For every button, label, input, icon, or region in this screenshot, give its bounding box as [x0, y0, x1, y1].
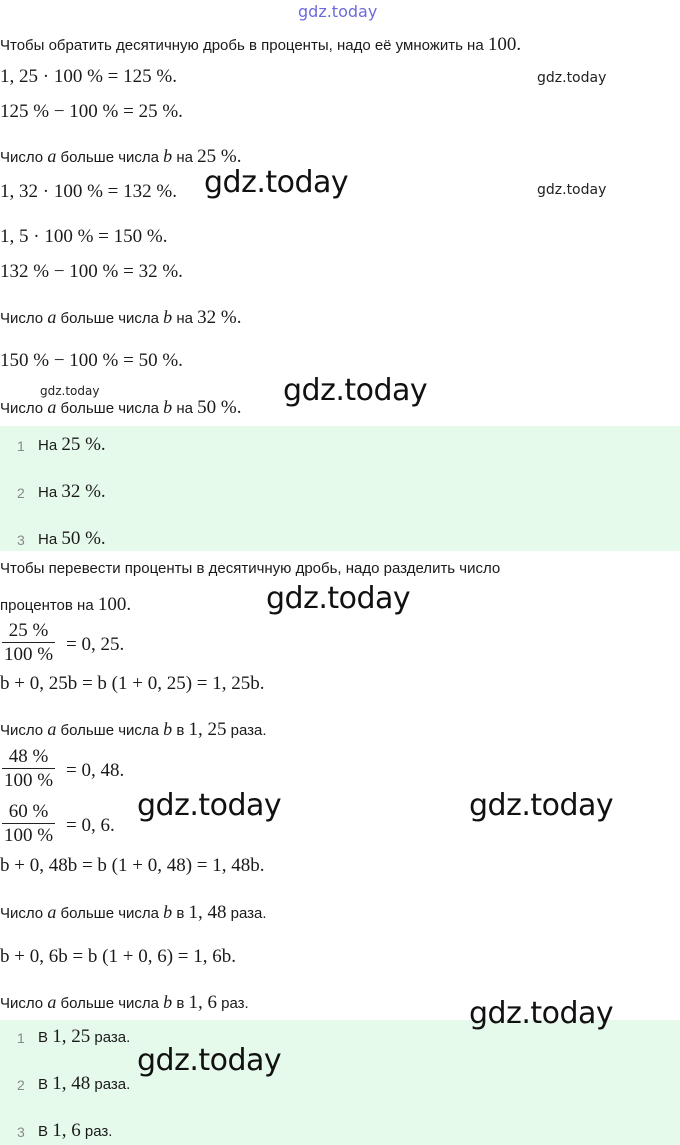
intro-label: процентов на: [0, 597, 94, 614]
fraction: [2, 801, 55, 848]
conclusion-unit: раза.: [230, 905, 267, 922]
answer-block: [0, 1020, 680, 1145]
watermark-large: gdz.today: [469, 996, 614, 1031]
variable-b: b: [163, 992, 173, 1012]
fraction-numerator: 25 %: [8, 620, 49, 641]
conclusion-prefix: Число: [0, 310, 44, 327]
fraction: [2, 746, 55, 793]
answer-value: 1, 25: [52, 1026, 91, 1047]
watermark-large: gdz.today: [469, 788, 614, 823]
answer-prefix: На: [38, 484, 58, 501]
answer-text: [38, 481, 106, 503]
variable-b: b: [163, 307, 173, 327]
variable-a: a: [47, 397, 57, 417]
watermark-large: gdz.today: [204, 165, 349, 200]
equation: 1, 25 · 100 % = 125 %.: [0, 66, 177, 87]
conclusion-mid: больше числа: [60, 310, 159, 327]
answer-value: 50 %.: [61, 528, 106, 549]
answer-number: 3: [17, 1124, 25, 1140]
conclusion-mid: больше числа: [60, 905, 159, 922]
watermark-small: gdz.today: [40, 384, 100, 398]
conclusion-in: в: [176, 995, 185, 1012]
conclusion-unit: раз.: [221, 995, 249, 1012]
answer-value: 25 %.: [61, 434, 106, 455]
answer-prefix: В: [38, 1029, 49, 1046]
watermark-small: gdz.today: [537, 70, 607, 86]
conclusion-value: 32 %.: [197, 307, 242, 328]
answer-prefix: На: [38, 531, 58, 548]
conclusion-value: 1, 6: [188, 992, 217, 1013]
conclusion-on: на: [176, 400, 193, 417]
variable-a: a: [47, 719, 57, 739]
answer-text: [38, 434, 106, 456]
fraction-result: = 0, 25.: [66, 634, 125, 655]
conclusion-in: в: [176, 905, 185, 922]
equation: 1, 5 · 100 % = 150 %.: [0, 226, 168, 247]
variable-a: a: [47, 992, 57, 1012]
answer-number: 2: [17, 1077, 25, 1093]
answer-prefix: На: [38, 437, 58, 454]
watermark-large: gdz.today: [283, 373, 428, 408]
equation: b + 0, 6b = b (1 + 0, 6) = 1, 6b.: [0, 946, 237, 967]
intro-number: 100.: [97, 594, 132, 615]
answer-text: [38, 1073, 130, 1095]
conclusion-value: 25 %.: [197, 146, 242, 167]
answer-number: 3: [17, 532, 25, 548]
conclusion-on: на: [176, 149, 193, 166]
fraction: [2, 620, 55, 667]
watermark-small: gdz.today: [537, 182, 607, 198]
conclusion-prefix: Число: [0, 149, 44, 166]
intro-number: 100.: [487, 34, 522, 55]
answer-value: 1, 48: [52, 1073, 91, 1094]
variable-a: a: [47, 146, 57, 166]
answer-text: [38, 528, 106, 550]
answer-unit: раз.: [84, 1123, 113, 1140]
conclusion-value: 1, 25: [188, 719, 227, 740]
variable-b: b: [163, 146, 173, 166]
equation: 1, 32 · 100 % = 132 %.: [0, 181, 177, 202]
variable-a: a: [47, 307, 57, 327]
equation: 150 % − 100 % = 50 %.: [0, 350, 183, 371]
intro-text: [0, 34, 521, 56]
answer-text: [38, 1026, 130, 1048]
answer-prefix: В: [38, 1076, 49, 1093]
answer-number: 1: [17, 1030, 25, 1046]
equation: 132 % − 100 % = 32 %.: [0, 261, 183, 282]
conclusion-prefix: Число: [0, 400, 44, 417]
equation: b + 0, 25b = b (1 + 0, 25) = 1, 25b.: [0, 673, 265, 694]
conclusion-value: 50 %.: [197, 397, 242, 418]
variable-b: b: [163, 719, 173, 739]
fraction-numerator: 48 %: [8, 746, 49, 767]
answer-block: [0, 426, 680, 551]
conclusion-mid: больше числа: [60, 400, 159, 417]
answer-value: 32 %.: [61, 481, 106, 502]
fraction-denominator: 100 %: [4, 770, 54, 791]
conclusion-line: [0, 902, 267, 924]
conclusion-in: в: [176, 722, 185, 739]
conclusion-mid: больше числа: [60, 149, 159, 166]
conclusion-value: 1, 48: [188, 902, 227, 923]
fraction-denominator: 100 %: [4, 825, 54, 846]
conclusion-mid: больше числа: [60, 722, 159, 739]
conclusion-prefix: Число: [0, 995, 44, 1012]
variable-a: a: [47, 902, 57, 922]
fraction-numerator: 60 %: [8, 801, 49, 822]
conclusion-unit: раза.: [230, 722, 267, 739]
fraction-result: = 0, 48.: [66, 760, 125, 781]
variable-b: b: [163, 397, 173, 417]
answer-number: 1: [17, 438, 25, 454]
conclusion-line: [0, 307, 241, 329]
intro-text-line2: [0, 594, 131, 616]
conclusion-prefix: Число: [0, 905, 44, 922]
fraction-denominator: 100 %: [4, 644, 54, 665]
answer-unit: раза.: [94, 1076, 131, 1093]
conclusion-prefix: Число: [0, 722, 44, 739]
variable-b: b: [163, 902, 173, 922]
conclusion-line: [0, 992, 249, 1014]
answer-prefix: В: [38, 1123, 49, 1140]
equation: 125 % − 100 % = 25 %.: [0, 101, 183, 122]
answer-value: 1, 6: [52, 1120, 81, 1141]
conclusion-on: на: [176, 310, 193, 327]
equation: b + 0, 48b = b (1 + 0, 48) = 1, 48b.: [0, 855, 265, 876]
answer-text: [38, 1120, 112, 1142]
answer-unit: раза.: [94, 1029, 131, 1046]
intro-label: Чтобы обратить десятичную дробь в проценты, надо её умножить на: [0, 37, 484, 54]
watermark-large: gdz.today: [137, 788, 282, 823]
watermark-large: gdz.today: [137, 1043, 282, 1078]
watermark-top: gdz.today: [298, 2, 378, 21]
watermark-large: gdz.today: [266, 581, 411, 616]
answer-number: 2: [17, 485, 25, 501]
fraction-result: = 0, 6.: [66, 815, 115, 836]
conclusion-line: [0, 397, 241, 419]
intro-text-line1: Чтобы перевести проценты в десятичную дробь, надо разделить число: [0, 560, 501, 577]
conclusion-line: [0, 719, 267, 741]
conclusion-mid: больше числа: [60, 995, 159, 1012]
